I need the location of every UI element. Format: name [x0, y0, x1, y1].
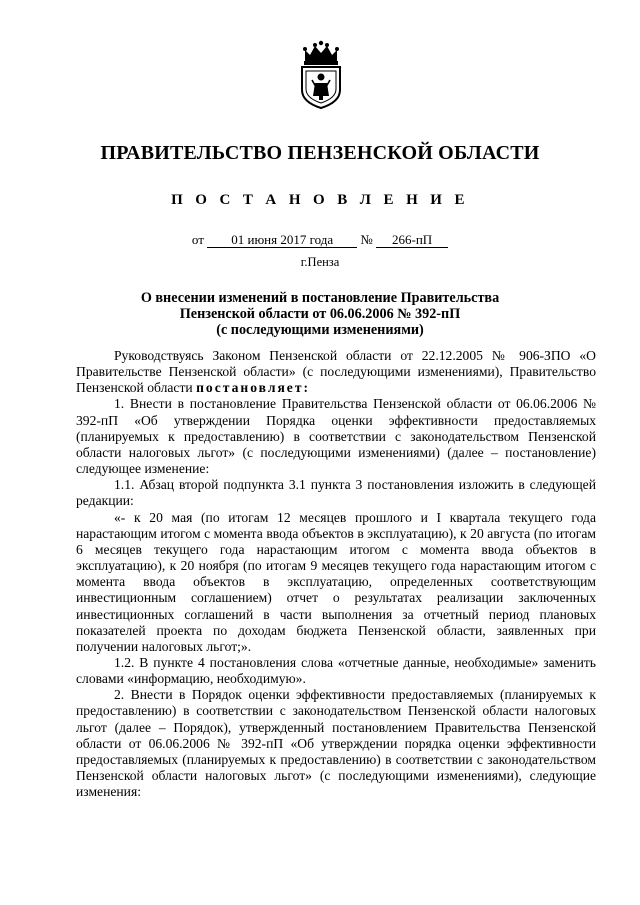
number-sign: №: [360, 232, 373, 247]
document-date: 01 июня 2017 года: [207, 233, 357, 248]
heading-line: О внесении изменений в постановление Правительства: [140, 290, 500, 306]
document-type: П О С Т А Н О В Л Е Н И Е: [171, 192, 469, 208]
date-number-line: [0, 232, 640, 248]
city: г.Пенза: [300, 255, 340, 269]
paragraph: [76, 348, 596, 396]
government-title: ПРАВИТЕЛЬСТВО ПЕНЗЕНСКОЙ ОБЛАСТИ: [100, 142, 540, 164]
document-number: 266-пП: [376, 233, 448, 248]
date-prefix: от: [191, 232, 204, 247]
paragraph: 2. Внести в Порядок оценки эффективности предоставляемых (планируемых к предоставлению) в соответствии с законодательством Пензенской области налоговых льгот (далее – Порядок), утвержденный постановлением Правительства Пензенской области от 06.06.2006 № 392-пП «Об утверждении порядка оценки эффективности предоставляемых (планируемых к предоставлению) в соответствии с законодательством Пензенской области налоговых льгот» (с последующими изменениями), следующие изменения:: [76, 687, 596, 800]
paragraph: 1.1. Абзац второй подпункта 3.1 пункта 3 постановления изложить в следующей редакции:: [76, 477, 596, 509]
heading-line: (с последующими изменениями): [216, 322, 424, 339]
paragraph: «- к 20 мая (по итогам 12 месяцев прошлого и I квартала текущего года нарастающим итогом с момента ввода объектов в эксплуатацию), к 20 августа (по итогам 6 месяцев текущего года нарастающим итогом с момента ввода объектов в эксплуатацию), к 20 ноября (по итогам 9 месяцев текущего года нарастающим итогом с момента ввода объектов в эксплуатацию, определенных соответствующим инвестиционным соглашением) отчет о результатах реализации заключенных инвестиционных соглашений в части выполнения за отчетный период плановых показателей проекта по доходам бюджета Пензенской области, заявленных при получении налоговых льгот;».: [76, 509, 596, 654]
heading-line: Пензенской области от 06.06.2006 № 392-пП: [179, 306, 461, 323]
paragraph: 1.2. В пункте 4 постановления слова «отчетные данные, необходимые» заменить словами «информацию, необходимую».: [76, 654, 596, 687]
document-body: [76, 348, 596, 800]
resolves-word: постановляет:: [196, 380, 311, 396]
document-heading: [130, 290, 510, 339]
paragraph: 1. Внести в постановление Правительства Пензенской области от 06.06.2006 № 392-пП «Об утверждении Порядка оценки эффективности предоставляемых (планируемых к предоставлению) в соответствии с законодательством Пензенской области налоговых льгот» (с последующими изменениями) (далее – постановление) следующее изменение:: [76, 396, 596, 477]
penza-coat-of-arms-icon: [296, 40, 346, 110]
paragraph-text: Руководствуясь Законом Пензенской области от 22.12.2005 № 906-ЗПО «О Правительстве Пензенской области» (с последующими изменениями), Правительство Пензенской области: [76, 348, 596, 396]
